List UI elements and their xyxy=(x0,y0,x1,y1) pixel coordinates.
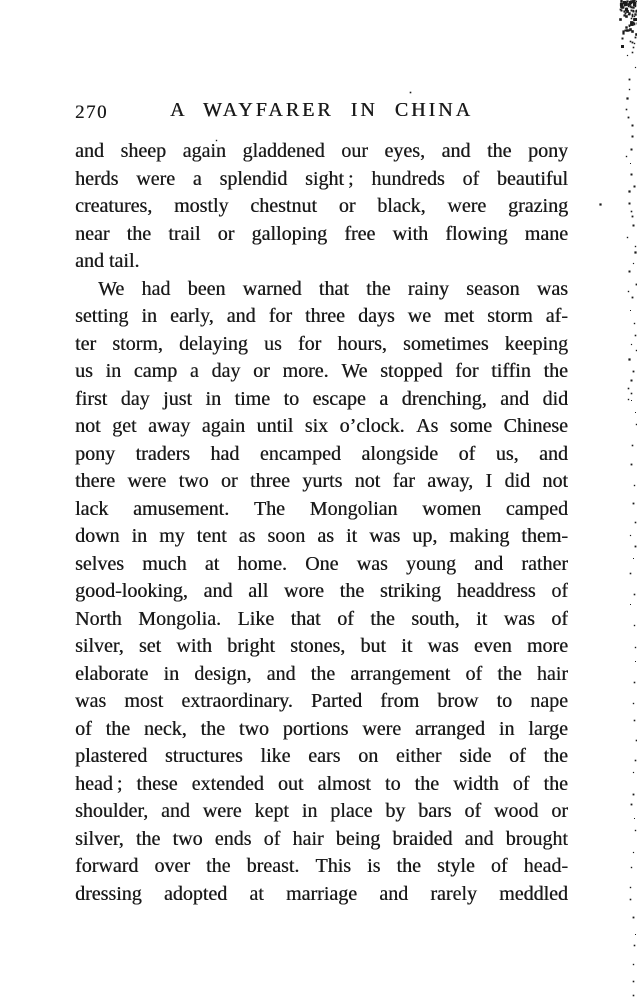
text-line: us in camp a day or more. We stopped for tiffin the xyxy=(75,360,568,382)
text-line: first day just in time to escape a drenching, and did xyxy=(75,387,568,410)
page-header xyxy=(75,99,568,129)
text-line: head ; these extended out almost to the width of the xyxy=(75,772,568,795)
page-number: 270 xyxy=(75,102,108,123)
text-line: dressing adopted at marriage and rarely meddled xyxy=(75,882,568,905)
text-line: not get away again until six o’clock. As some Chinese xyxy=(75,415,568,437)
text-line: lack amusement. The Mongolian women camped xyxy=(75,497,568,520)
text-line: silver, the two ends of hair being braided and brought xyxy=(75,827,568,850)
text-line: was most extraordinary. Parted from brow to nape xyxy=(75,690,568,712)
text-line: and sheep again gladdened our eyes, and the pony xyxy=(75,140,568,162)
page-text xyxy=(75,138,568,910)
text-line: plastered structures like ears on either side of the xyxy=(75,745,568,767)
text-line: good-looking, and all wore the striking headdress of xyxy=(75,580,568,602)
text-line: forward over the breast. This is the style of head- xyxy=(75,855,568,877)
text-line: elaborate in design, and the arrangement of the hair xyxy=(75,662,568,685)
text-line: creatures, mostly chestnut or black, were grazing xyxy=(75,195,568,217)
text-line: selves much at home. One was young and rather xyxy=(75,552,568,575)
text-line: North Mongolia. Like that of the south, it was of xyxy=(75,607,568,630)
text-line: shoulder, and were kept in place by bars of wood or xyxy=(75,800,568,822)
text-line: of the neck, the two portions were arranged in large xyxy=(75,717,568,740)
running-title: A WAYFARER IN CHINA xyxy=(169,99,474,121)
text-line: ter storm, delaying us for hours, sometimes keeping xyxy=(75,332,568,355)
text-line: herds were a splendid sight ; hundreds of beautiful xyxy=(75,167,568,190)
text-line: there were two or three yurts not far away, I did not xyxy=(75,470,568,492)
scan-noise-dots xyxy=(0,0,1,1)
text-line: down in my tent as soon as it was up, making them- xyxy=(75,525,568,547)
text-line: We had been warned that the rainy season was xyxy=(98,277,568,300)
text-line: pony traders had encamped alongside of us, and xyxy=(75,442,568,465)
text-line: setting in early, and for three days we met storm af- xyxy=(75,305,568,327)
text-line: silver, set with bright stones, but it was even more xyxy=(75,635,568,657)
text-line: and tail. xyxy=(75,250,140,272)
text-line: near the trail or galloping free with flowing mane xyxy=(75,222,568,245)
